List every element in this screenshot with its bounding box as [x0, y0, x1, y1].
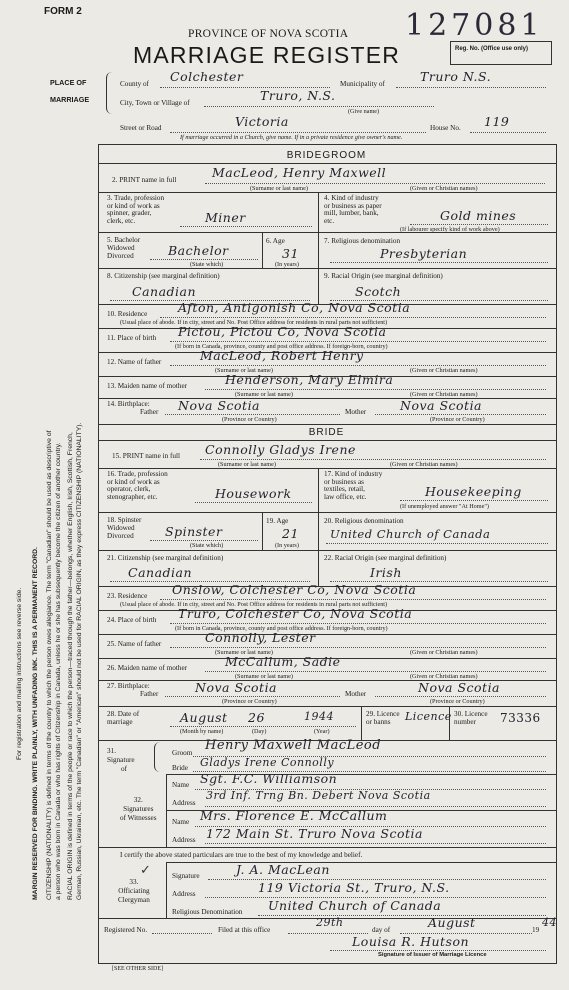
bride-racial-label: 22. Racial Origin (see marginal definition) — [324, 554, 447, 562]
groom-prov-caption-1: (Province or Country) — [222, 416, 277, 423]
bride-father-label: 25. Name of father — [107, 640, 162, 648]
reg-no-box — [450, 41, 552, 65]
marriage-day-value: 26 — [248, 710, 265, 725]
bride-name-value: Connolly Gladys Irene — [205, 442, 356, 457]
filed-year-prefix: 19 — [532, 926, 540, 934]
clergy-religion-value: United Church of Canada — [268, 898, 442, 913]
groom-father-birthplace-value: Nova Scotia — [178, 398, 261, 413]
bride-birthplace-value: Truro, Colchester Co, Nova Scotia — [178, 606, 413, 621]
county-value: Colchester — [170, 69, 244, 84]
witness1-name-value: Sgt. F.C. Williamson — [200, 771, 338, 786]
bride-occupation-label: 16. Trade, profession or kind of work as operator, clerk, stenographer, etc. — [107, 470, 168, 501]
give-name-caption: (Give name) — [348, 108, 380, 115]
clergy-address-label: Address — [172, 890, 196, 898]
groom-given-caption: (Given or Christian names) — [410, 185, 478, 192]
witness2-address-label: Address — [172, 836, 196, 844]
groom-father-value: MacLeod, Robert Henry — [200, 348, 364, 363]
groom-mother-caption-2: (Given or Christian names) — [410, 391, 478, 398]
groom-prov-caption-2: (Province or Country) — [430, 416, 485, 423]
bride-age-caption: (In years) — [275, 542, 299, 549]
province-title: PROVINCE OF NOVA SCOTIA — [188, 28, 349, 40]
registration-number: 127081 — [405, 8, 544, 43]
city-label: City, Town or Village of — [120, 99, 190, 107]
bride-residence-label: 23. Residence — [107, 592, 148, 600]
form-number: FORM 2 — [44, 6, 82, 17]
groom-religion-label: 7. Religious denomination — [324, 237, 401, 245]
bride-racial-value: Irish — [370, 565, 402, 580]
bride-industry-label: 17. Kind of industry or business as textiles, retail, law office, etc. — [324, 470, 383, 501]
witness1-name-label: Name — [172, 781, 190, 789]
groom-occupation-label: 3. Trade, profession or kind of work as spinner, grader, clerk, etc. — [107, 194, 165, 225]
groom-father-birthplace-label: Father — [140, 408, 159, 416]
groom-citizenship-value: Canadian — [132, 284, 197, 299]
witness1-address-value: 3rd Inf. Trng Bn. Debert Nova Scotia — [206, 789, 431, 802]
bride-citizenship-value: Canadian — [128, 565, 193, 580]
groom-mother-value: Henderson, Mary Elmira — [225, 372, 394, 387]
bride-industry-caption: (If unemployed answer "At Home") — [400, 503, 489, 510]
house-label: House No. — [430, 124, 461, 132]
bride-birthplace-caption: (If born in Canada, province, county and post office address. If foreign-born, country) — [175, 625, 388, 632]
bride-marital-value: Spinster — [165, 524, 223, 539]
house-value: 119 — [484, 114, 510, 129]
bride-heading: BRIDE — [308, 427, 345, 438]
witness2-name-value: Mrs. Florence E. McCallum — [200, 808, 388, 823]
groom-father-label: 12. Name of father — [107, 358, 162, 366]
clergy-address-value: 119 Victoria St., Truro, N.S. — [258, 880, 450, 895]
filed-month-value: August — [428, 915, 476, 930]
bride-marital-caption: (State which) — [190, 542, 224, 549]
groom-marital-caption: (State which) — [190, 261, 224, 268]
bride-given-caption: (Given or Christian names) — [390, 461, 458, 468]
bride-signature-label: Bride — [172, 764, 188, 772]
margin-note-4: a person who was born in Canada or who has rights of Citizenship in Canada, unless he or she has subsequently become the citizen of another country. — [55, 442, 62, 900]
groom-citizenship-label: 8. Citizenship (see marginal definition) — [107, 272, 220, 280]
margin-note-5: RACIAL ORIGIN is defined in terms of the people or race to which the person—traced through the father—belongs, whether English, Irish, Scottish, French, — [67, 432, 74, 900]
clergy-religion-label: Religious Denomination — [172, 908, 243, 916]
clergy-signature-label: Signature — [172, 872, 200, 880]
witness2-address-value: 172 Main St. Truro Nova Scotia — [206, 826, 423, 841]
margin-note-3: CITIZENSHIP (NATIONALITY) is defined in terms of the country to which the person owes allegiance. The term "Canadian" should be used as descriptive of — [46, 430, 53, 900]
margin-note-2: MARGIN RESERVED FOR BINDING. WRITE PLAINLY, WITH UNFADING INK. THIS IS A PERMANENT RECORD. — [32, 547, 39, 900]
bride-mother-value: McCallum, Sadie — [225, 654, 341, 669]
municipality-value: Truro N.S. — [420, 69, 492, 84]
witness1-address-label: Address — [172, 799, 196, 807]
bride-father-birthplace-label: Father — [140, 690, 159, 698]
street-value: Victoria — [235, 114, 289, 129]
groom-age-label: 6. Age — [266, 237, 285, 245]
clergy-label: 33. Officiating Clergyman — [118, 878, 150, 904]
city-value: Truro, N.S. — [260, 88, 336, 103]
bride-age-label: 19. Age — [266, 517, 289, 525]
margin-note-1: For registration and mailing instructions see reverse side. — [16, 587, 23, 760]
bride-mother-birthplace-value: Nova Scotia — [418, 680, 501, 695]
bride-prov-caption-2: (Province or Country) — [430, 698, 485, 705]
church-note: If marriage occurred in a Church, give name. If in a private residence give owner's name. — [180, 134, 403, 141]
place-label-1: PLACE OF — [50, 78, 87, 87]
licence-number-label: 30. Licence number — [454, 710, 488, 726]
groom-name-label: 2. PRINT name in full — [112, 176, 177, 184]
groom-mother-birthplace-label: Mother — [345, 408, 367, 416]
bride-residence-value: Onslow, Colchester Co, Nova Scotia — [172, 582, 417, 597]
groom-signature-value: Henry Maxwell MacLeod — [205, 738, 382, 753]
county-label: County of — [120, 80, 149, 88]
bride-marital-label: 18. Spinster Widowed Divorced — [107, 516, 142, 540]
groom-mother-birthplace-value: Nova Scotia — [400, 398, 483, 413]
groom-birthplace-label: 11. Place of birth — [107, 334, 157, 342]
groom-industry-caption: (If labourer specify kind of work above) — [400, 226, 500, 233]
groom-mother-caption-1: (Surname or last name) — [235, 391, 293, 398]
bride-father-birthplace-value: Nova Scotia — [195, 680, 278, 695]
groom-age-caption: (In years) — [275, 261, 299, 268]
groom-birthplace-value: Pictou, Pictou Co, Nova Scotia — [178, 324, 387, 339]
registered-label: Registered No. — [104, 926, 148, 934]
bride-religion-label: 20. Religious denomination — [324, 517, 404, 525]
bride-signature-value: Gladys Irene Connolly — [200, 756, 335, 769]
bride-father-caption-1: (Surname or last name) — [215, 649, 273, 656]
groom-age-value: 31 — [282, 246, 299, 261]
filed-day-value: 29th — [316, 916, 344, 929]
marriage-month-caption: (Month by name) — [180, 728, 224, 735]
groom-racial-value: Scotch — [355, 284, 402, 299]
place-label-2: MARRIAGE — [50, 95, 90, 104]
groom-residence-caption: (Usual place of abode. If in city, street and No. Post Office address for residents in rural parts not sufficient) — [120, 319, 388, 326]
clergy-checkmark-icon: ✓ — [140, 862, 151, 877]
clergy-signature-value: J. A. MacLean — [236, 862, 330, 877]
bride-prov-caption-1: (Province or Country) — [222, 698, 277, 705]
groom-name-value: MacLeod, Henry Maxwell — [212, 165, 387, 180]
groom-industry-label: 4. Kind of industry or business as paper mill, lumber, bank, etc. — [324, 194, 382, 225]
groom-marital-value: Bachelor — [168, 243, 229, 258]
groom-birthplace-caption: (If born in Canada, province, county and post office address. If foreign-born, country) — [175, 343, 388, 350]
groom-residence-value: Afton, Antigonish Co, Nova Scotia — [178, 300, 411, 315]
marriage-date-label: 28. Date of marriage — [107, 710, 140, 726]
filed-label: Filed at this office — [218, 926, 271, 934]
issuer-signature-caption: Signature of Issuer of Marriage Licence — [378, 952, 487, 958]
bride-father-value: Connolly, Lester — [205, 630, 316, 645]
see-other-side: [SEE OTHER SIDE] — [112, 966, 163, 972]
groom-signature-label: Groom — [172, 749, 193, 757]
bride-mother-birthplace-label: Mother — [345, 690, 367, 698]
groom-father-caption-1: (Surname or last name) — [215, 367, 273, 374]
bride-residence-caption: (Usual place of abode. If in city, street and No. Post Office address for residents in rural parts not sufficient) — [120, 601, 388, 608]
groom-father-caption-2: (Given or Christian names) — [410, 367, 478, 374]
bride-birthplace-parents-label: 27. Birthplace: — [107, 682, 150, 690]
bride-age-value: 21 — [282, 526, 299, 541]
bride-religion-value: United Church of Canada — [330, 527, 491, 541]
licence-number-value: 73336 — [500, 711, 541, 725]
certify-statement: I certify the above stated particulars are true to the best of my knowledge and belief. — [120, 851, 363, 859]
marriage-year-value: 1944 — [304, 710, 334, 723]
signature-of-label: 31. Signature of — [107, 747, 135, 773]
place-brace — [106, 72, 113, 114]
bride-father-caption-2: (Given or Christian names) — [410, 649, 478, 656]
groom-racial-label: 9. Racial Origin (see marginal definition) — [324, 272, 443, 280]
licence-banns-label: 29. Licence or banns — [366, 710, 400, 726]
bride-mother-label: 26. Maiden name of mother — [107, 664, 188, 672]
bridegroom-heading: BRIDEGROOM — [286, 150, 367, 161]
groom-industry-value: Gold mines — [440, 208, 517, 223]
bride-industry-value: Housekeeping — [425, 484, 522, 499]
groom-birthplace-parents-label: 14. Birthplace: — [107, 400, 150, 408]
margin-note-6: German, Russian, Ukrainian, etc. The term "Canadian" or "American" should not be used for RACIAL ORIGIN, as they express CITIZENSHIP (NATIONALITY). — [76, 422, 83, 900]
document-title: MARRIAGE REGISTER — [133, 42, 401, 68]
licence-banns-value: Licence — [405, 710, 452, 723]
bride-mother-caption-2: (Given or Christian names) — [410, 673, 478, 680]
groom-religion-value: Presbyterian — [380, 246, 468, 261]
bride-mother-caption-1: (Surname or last name) — [235, 673, 293, 680]
bride-citizenship-label: 21. Citizenship (see marginal definition) — [107, 554, 224, 562]
bride-surname-caption: (Surname or last name) — [218, 461, 276, 468]
marriage-year-caption: (Year) — [314, 728, 330, 735]
bride-occupation-value: Housework — [215, 486, 292, 501]
marriage-month-value: August — [180, 710, 228, 725]
filed-year-value: 44 — [542, 916, 557, 929]
witness2-name-label: Name — [172, 818, 190, 826]
groom-mother-label: 13. Maiden name of mother — [107, 382, 188, 390]
groom-surname-caption: (Surname or last name) — [250, 185, 308, 192]
marriage-day-caption: (Day) — [252, 728, 267, 735]
bride-birthplace-label: 24. Place of birth — [107, 616, 157, 624]
issuer-signature-value: Louisa R. Hutson — [352, 934, 470, 949]
municipality-label: Municipality of — [340, 80, 385, 88]
bride-name-label: 15. PRINT name in full — [112, 452, 180, 460]
street-label: Street or Road — [120, 124, 162, 132]
filed-day-of-label: day of — [372, 926, 391, 934]
reg-no-label: Reg. No. (Office use only) — [455, 46, 529, 52]
witness-label: 32. Signatures of Witnesses — [120, 796, 157, 822]
groom-occupation-value: Miner — [205, 210, 246, 225]
groom-marital-label: 5. Bachelor Widowed Divorced — [107, 236, 141, 260]
groom-residence-label: 10. Residence — [107, 310, 148, 318]
signature-brace — [154, 742, 161, 772]
